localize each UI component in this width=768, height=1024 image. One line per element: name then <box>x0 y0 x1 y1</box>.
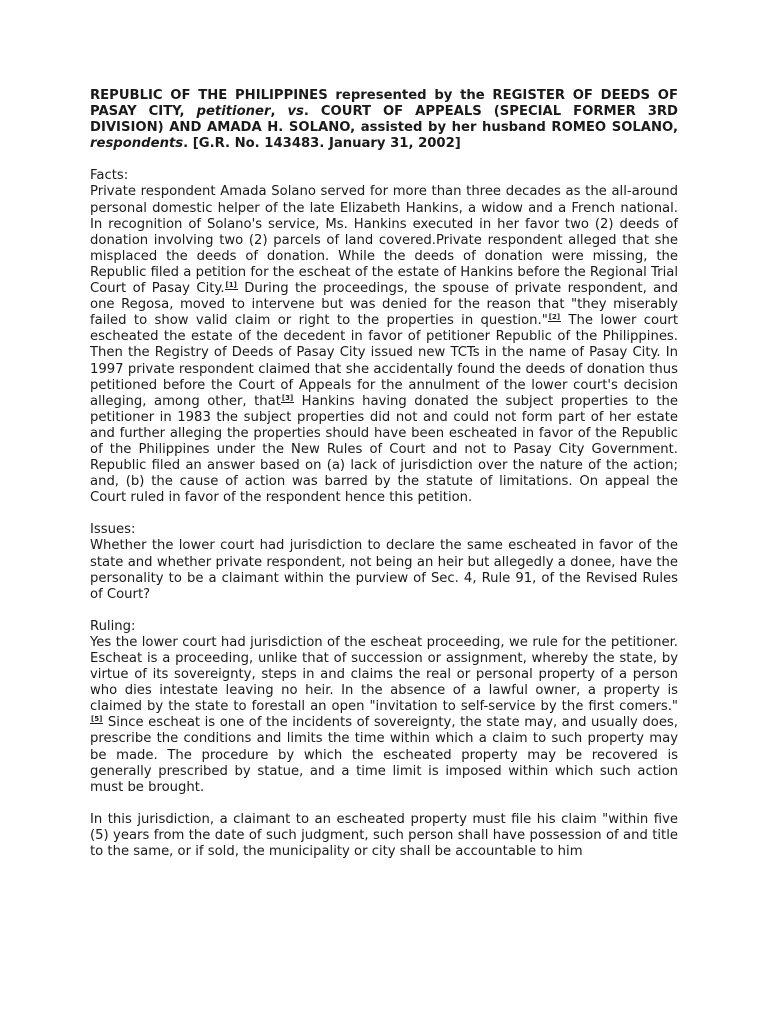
ruling-text-2: Since escheat is one of the incidents of sovereignty, the state may, and usually does, prescribe the conditions and limits the time within which a claim to such property may be made. The procedure by which the escheated property may be recovered is generally prescribed by statue, and a time limit is imposed within which such action must be brought. <box>90 715 678 795</box>
footnote-link-2[interactable]: [2] <box>548 313 561 322</box>
facts-paragraph <box>90 184 678 506</box>
footnote-link-5[interactable]: [5] <box>91 715 103 724</box>
ruling-text-1: Yes the lower court had jurisdiction of the escheat proceeding, we rule for the petitioner. Escheat is a proceeding, unlike that of succession or assignment, whereby the state, by virtue of its sovereignty, steps in and claims the real or personal property of a person who dies intestate leaving no heir. In the absence of a lawful owner, a property is claimed by the state to forestall an open "invitation to self-service by the first comers." <box>90 634 678 715</box>
case-title <box>90 88 678 152</box>
facts-text-3: The lower court escheated the estate of the decedent in favor of petitioner Republic of the Philippines. Then the Registry of Deeds of Pasay City issued new TCTs in the name of Pasay City. In 1997 private respondent claimed that she accidentally found the deeds of donation thus petitioned before the Court of Appeals for the annulment of the lower court's decision alleging, among other, that <box>90 313 678 409</box>
title-petitioner: petitioner <box>196 104 271 120</box>
title-part-2: . COURT OF APPEALS (SPECIAL FORMER 3RD DIVISION) AND AMADA H. SOLANO, assisted by her husband ROMEO SOLANO, <box>90 104 678 136</box>
title-respondents: respondents <box>90 136 184 152</box>
issues-heading: Issues: <box>90 522 136 538</box>
facts-text-4: Hankins having donated the subject properties to the petitioner in 1983 the subject properties did not and could not form part of her estate and further alleging the properties should have been escheated in favor of the Republic of the Philippines under the New Rules of Court and not to Pasay City Government. Republic filed an answer based on (a) lack of jurisdiction over the nature of the action; and, (b) the cause of action was barred by the statute of limitations. On appeal the Court ruled in favor of the respondent hence this petition. <box>90 393 678 506</box>
title-part-3: . [G.R. No. 143483. January 31, 2002] <box>183 136 461 152</box>
facts-heading: Facts: <box>90 168 129 184</box>
closing-paragraph: In this jurisdiction, a claimant to an escheated property must file his claim "within five (5) years from the date of such judgment, such person shall have possession of and title to the same, or if sold, the municipality or city shall be accountable to him <box>90 811 678 860</box>
document-page <box>90 88 678 876</box>
facts-text-1: Private respondent Amada Solano served for more than three decades as the all-around personal domestic helper of the late Elizabeth Hankins, a widow and a French national. In recognition of Solano's service, Ms. Hankins executed in her favor two (2) deeds of donation involving two (2) parcels of land covered.Private respondent alleged that she misplaced the deeds of donation. While the deeds of donation were missing, the Republic filed a petition for the escheat of the estate of Hankins before the Regional Trial Court of Pasay City. <box>90 184 678 297</box>
issues-paragraph: Whether the lower court had jurisdiction to declare the same escheated in favor of the state and whether private respondent, not being an heir but allegedly a donee, have the personality to be a claimant within the purview of Sec. 4, Rule 91, of the Revised Rules of Court? <box>90 538 678 602</box>
title-vs: vs <box>287 104 304 120</box>
ruling-heading: Ruling: <box>90 618 136 634</box>
title-part-1: REPUBLIC OF THE PHILIPPINES represented by the REGISTER OF DEEDS OF PASAY CITY, <box>90 88 678 120</box>
facts-text-2: During the proceedings, the spouse of private respondent, and one Regosa, moved to intervene but was denied for the reason that "they miserably failed to show valid claim or right to the properties in question." <box>90 281 678 329</box>
title-sep-1: , <box>270 104 288 120</box>
footnote-link-1[interactable]: [1] <box>225 281 237 290</box>
ruling-paragraph <box>90 635 678 796</box>
footnote-link-3[interactable]: [3] <box>281 393 294 402</box>
